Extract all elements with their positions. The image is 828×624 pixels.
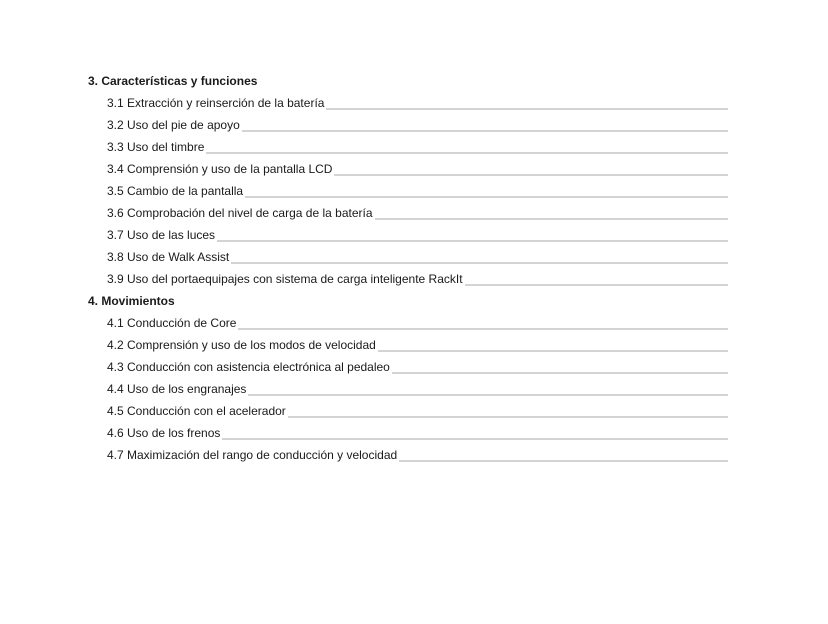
toc-entry-title: 4.7 Maximización del rango de conducción y velocidad (107, 448, 398, 462)
dot-leader (334, 158, 728, 180)
toc-entry[interactable] (107, 400, 728, 422)
dot-leader (245, 180, 728, 202)
toc-entry-title: 3.3 Uso del timbre (107, 140, 205, 154)
dot-leader (378, 334, 728, 356)
toc-entry-title: 4.1 Conducción de Core (107, 316, 237, 330)
dot-leader (242, 114, 728, 136)
dot-leader (248, 378, 728, 400)
toc-entry[interactable] (107, 114, 728, 136)
toc-entry-title: 3.1 Extracción y reinserción de la batería (107, 96, 325, 110)
toc-entry-title: 4.5 Conducción con el acelerador (107, 404, 286, 418)
toc-entry[interactable] (107, 378, 728, 400)
toc-entry[interactable] (107, 92, 728, 114)
toc-entry[interactable] (107, 224, 728, 246)
dot-leader (399, 444, 728, 466)
section-heading-4: 4. Movimientos (88, 294, 175, 308)
toc-entry-title: 4.2 Comprensión y uso de los modos de velocidad (107, 338, 376, 352)
toc-entry[interactable] (107, 268, 728, 290)
toc-entry[interactable] (107, 180, 728, 202)
dot-leader (288, 400, 728, 422)
toc-entry-title: 4.6 Uso de los frenos (107, 426, 221, 440)
dot-leader (465, 268, 728, 290)
toc-entry-title: 4.3 Conducción con asistencia electrónica al pedaleo (107, 360, 390, 374)
toc-entry-title: 3.5 Cambio de la pantalla (107, 184, 244, 198)
toc-entry[interactable] (107, 356, 728, 378)
table-of-contents (88, 70, 728, 466)
dot-leader (375, 202, 729, 224)
dot-leader (217, 224, 728, 246)
dot-leader (326, 92, 728, 114)
section-heading-3: 3. Características y funciones (88, 74, 258, 88)
toc-entry-title: 3.6 Comprobación del nivel de carga de la batería (107, 206, 373, 220)
toc-entry[interactable] (107, 246, 728, 268)
dot-leader (206, 136, 728, 158)
toc-entry-title: 3.8 Uso de Walk Assist (107, 250, 230, 264)
toc-entry[interactable] (107, 202, 728, 224)
toc-entry[interactable] (107, 312, 728, 334)
toc-entry-title: 3.9 Uso del portaequipajes con sistema de carga inteligente RackIt (107, 272, 463, 286)
toc-entry[interactable] (107, 136, 728, 158)
toc-entry-title: 4.4 Uso de los engranajes (107, 382, 247, 396)
toc-entry-title: 3.2 Uso del pie de apoyo (107, 118, 240, 132)
toc-entry-title: 3.4 Comprensión y uso de la pantalla LCD (107, 162, 333, 176)
toc-entry-title: 3.7 Uso de las luces (107, 228, 216, 242)
dot-leader (392, 356, 728, 378)
dot-leader (222, 422, 728, 444)
toc-entry[interactable] (107, 334, 728, 356)
dot-leader (238, 312, 728, 334)
toc-entry[interactable] (107, 422, 728, 444)
toc-entry[interactable] (107, 158, 728, 180)
toc-entry[interactable] (107, 444, 728, 466)
dot-leader (231, 246, 728, 268)
